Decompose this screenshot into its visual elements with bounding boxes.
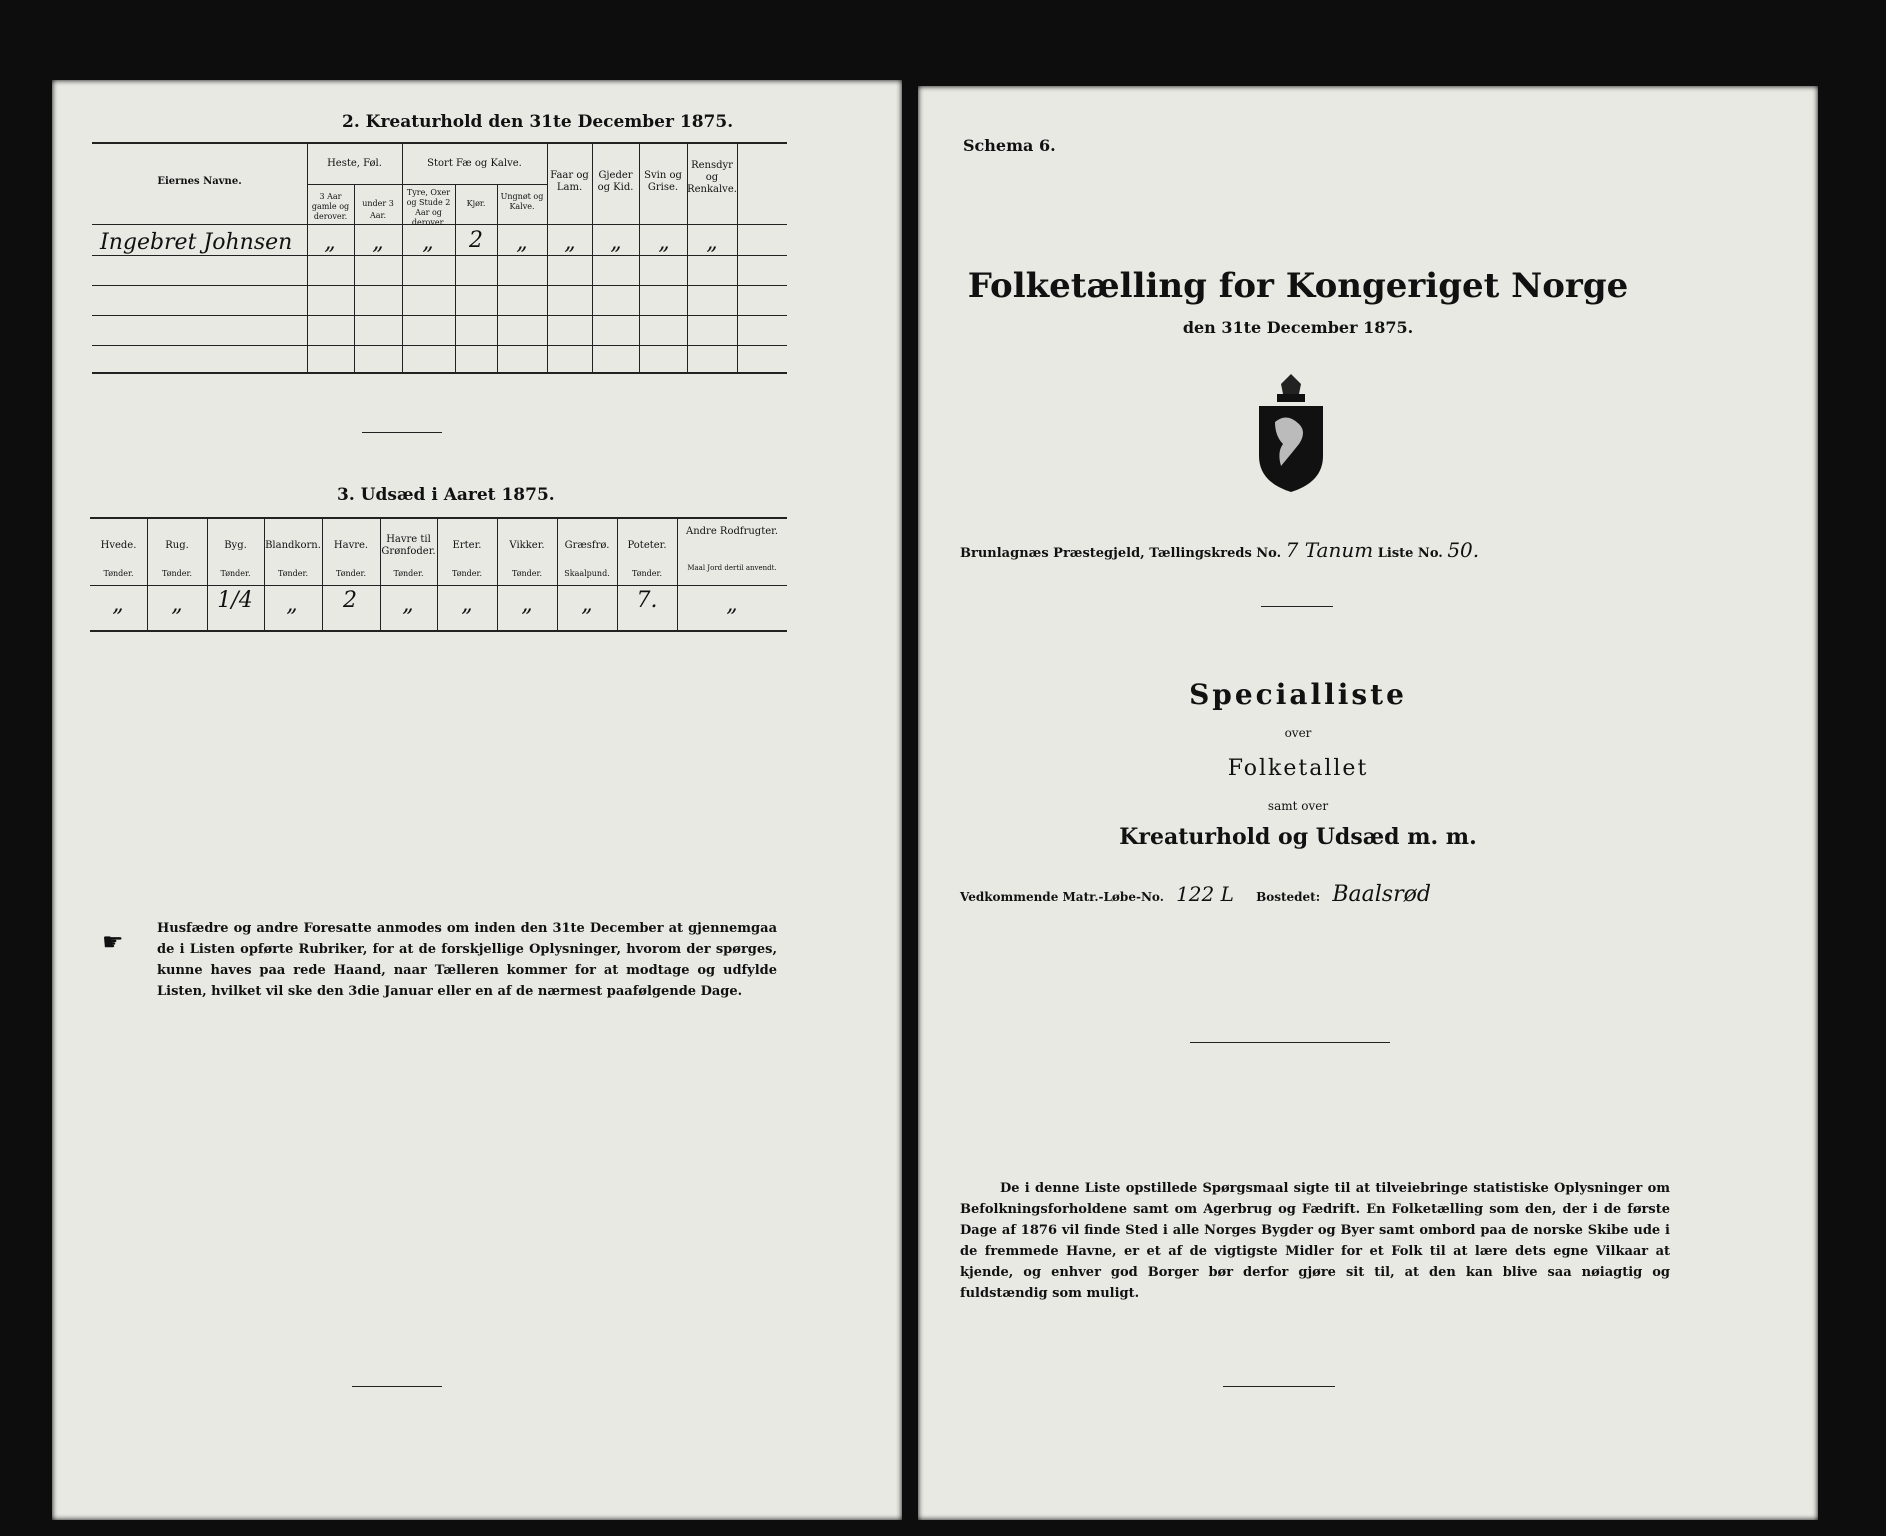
livestock-value: „ — [516, 230, 528, 255]
table-col — [497, 184, 498, 372]
table-rule — [92, 255, 787, 256]
owner-name: Ingebret Johnsen — [100, 230, 293, 255]
table-col — [737, 142, 738, 372]
separator — [352, 1386, 442, 1387]
seed-value: „ — [521, 592, 533, 617]
seed-unit: Tønder. — [393, 569, 424, 578]
over-text: over — [1284, 726, 1312, 740]
seed-unit: Tønder. — [451, 569, 483, 578]
notice-text: Husfædre og andre Foresatte anmodes om inden den 31te December at gjennemgaa de i Listen opførte Rubriker, for at de forskjellige Oplysninger, hvorom der spørges, kunne haves paa rede Haand, naar Tælleren kommer for at modtage og udfylde Listen, hvilket vil ske den 3die Januar eller en af de nærmest paafølgende Dage. — [157, 921, 777, 999]
main-title: Folketælling for Kongeriget Norge — [967, 266, 1629, 306]
table-rule — [307, 184, 547, 185]
table-rule — [92, 142, 787, 144]
separator — [1223, 1386, 1335, 1387]
col-header: Svin og Grise. — [644, 170, 682, 193]
table-col — [455, 184, 456, 372]
seed-col-header: Vikker. — [509, 540, 545, 551]
matr-value: 122 L — [1176, 882, 1234, 906]
seed-title: 3. Udsæd i Aaret 1875. — [337, 485, 555, 505]
table-rule — [92, 285, 787, 286]
livestock-value: 2 — [469, 228, 483, 253]
seed-value: „ — [581, 592, 593, 617]
separator — [362, 432, 442, 433]
seed-unit: Tønder. — [103, 569, 134, 578]
seed-col-header: Andre Rodfrugter. — [685, 526, 778, 537]
matr-label: Vedkommende Matr.-Løbe-No. — [960, 890, 1164, 904]
seed-value: „ — [726, 592, 738, 617]
seed-unit: Tønder. — [511, 569, 543, 578]
col-header: Faar og Lam. — [550, 170, 589, 193]
folketallet-heading: Folketallet — [1227, 756, 1369, 781]
seed-unit: Tønder. — [277, 569, 309, 578]
seed-unit: Tønder. — [161, 569, 193, 578]
livestock-value: „ — [706, 230, 718, 255]
seed-value: 2 — [343, 588, 357, 613]
col-header: Tyre, Oxer og Stude 2 Aar og derover. — [406, 188, 451, 227]
livestock-value: „ — [324, 230, 336, 255]
col-header: under 3 Aar. — [362, 199, 394, 220]
separator — [1261, 606, 1333, 607]
kreaturhold-heading: Kreaturhold og Udsæd m. m. — [1119, 824, 1477, 850]
livestock-value: „ — [610, 230, 622, 255]
seed-value: 1/4 — [217, 588, 253, 613]
specialliste-heading: Specialliste — [1189, 678, 1407, 711]
col-header: 3 Aar gamle og derover. — [311, 192, 350, 221]
seed-value: „ — [112, 592, 124, 617]
seed-col-header: Byg. — [224, 540, 247, 551]
seed-value: „ — [171, 592, 183, 617]
table-rule — [92, 315, 787, 316]
district-label: Brunlagnæs Præstegjeld, Tællingskreds No. — [960, 546, 1282, 561]
coat-of-arms-icon — [1253, 372, 1329, 494]
col-header: Kjør. — [466, 199, 486, 208]
table-rule — [90, 517, 787, 519]
right-page — [918, 86, 1818, 1520]
left-page — [52, 80, 902, 1520]
seed-col-header: Havre til Grønfoder. — [381, 534, 436, 557]
seed-unit: Tønder. — [631, 569, 663, 578]
livestock-value: „ — [422, 230, 434, 255]
seed-value: „ — [402, 592, 414, 617]
livestock-value: „ — [564, 230, 576, 255]
seed-unit: Tønder. — [220, 569, 251, 578]
seed-unit: Maal Jord dertil anvendt. — [687, 564, 777, 572]
livestock-value: „ — [372, 230, 384, 255]
livestock-title: 2. Kreaturhold den 31te December 1875. — [342, 112, 734, 132]
intro-paragraph: De i denne Liste opstillede Spørgsmaal sigte til at tilveiebringe statistiske Oplysninger om Befolkningsforholdene samt om Agerbrug og Fædrift. En Folketælling som den, der i de første Dage af 1876 vil finde Sted i alle Norges Bygder og Byer samt ombord paa de norske Skibe ude i de fremmede Havne, er et af de vigtigste Midler for et Folk til at lære dets egne Vilkaar at kjende, og enhver god Borger bør derfor gjøre sit til, at den kan blive saa nøiagtig og fuldstændig som muligt. — [960, 1181, 1670, 1301]
district-line — [960, 538, 1479, 562]
seed-col-header: Rug. — [165, 540, 189, 551]
list-number: 50. — [1447, 538, 1480, 562]
samt-over-text: samt over — [1267, 799, 1329, 813]
seed-col-header: Erter. — [452, 540, 482, 551]
matr-line — [960, 882, 1431, 907]
seed-value: „ — [286, 592, 298, 617]
seed-col-header: Hvede. — [100, 540, 137, 551]
seed-col-header: Blandkorn. — [265, 540, 321, 551]
col-header: Ungnøt og Kalve. — [500, 192, 544, 211]
bosted-value: Baalsrød — [1332, 882, 1431, 907]
pointing-hand-icon: ☛ — [102, 928, 124, 956]
cattle-group-header: Stort Fæ og Kalve. — [427, 158, 522, 169]
table-rule — [92, 372, 787, 374]
horse-group-header: Heste, Føl. — [327, 158, 382, 169]
seed-value: „ — [461, 592, 473, 617]
col-header: Rensdyr og Renkalve. — [687, 160, 737, 195]
schema-label: Schema 6. — [963, 136, 1056, 155]
separator — [1190, 1042, 1390, 1043]
table-rule — [90, 585, 787, 586]
seed-value: 7. — [636, 588, 658, 613]
list-label: Liste No. — [1377, 546, 1443, 561]
livestock-value: „ — [658, 230, 670, 255]
seed-col-header: Poteter. — [627, 540, 667, 551]
census-date: den 31te December 1875. — [1182, 318, 1414, 337]
col-header: Gjeder og Kid. — [597, 170, 634, 193]
table-rule — [90, 630, 787, 632]
table-col — [307, 142, 308, 372]
seed-unit: Skaalpund. — [564, 569, 610, 578]
owner-header: Eiernes Navne. — [157, 176, 242, 187]
bosted-label: Bostedet: — [1256, 890, 1321, 904]
district-number: 7 Tanum — [1285, 538, 1374, 562]
seed-col-header: Havre. — [333, 540, 369, 551]
table-col — [402, 142, 403, 372]
seed-unit: Tønder. — [335, 569, 367, 578]
seed-col-header: Græsfrø. — [564, 540, 610, 551]
table-rule — [92, 345, 787, 346]
